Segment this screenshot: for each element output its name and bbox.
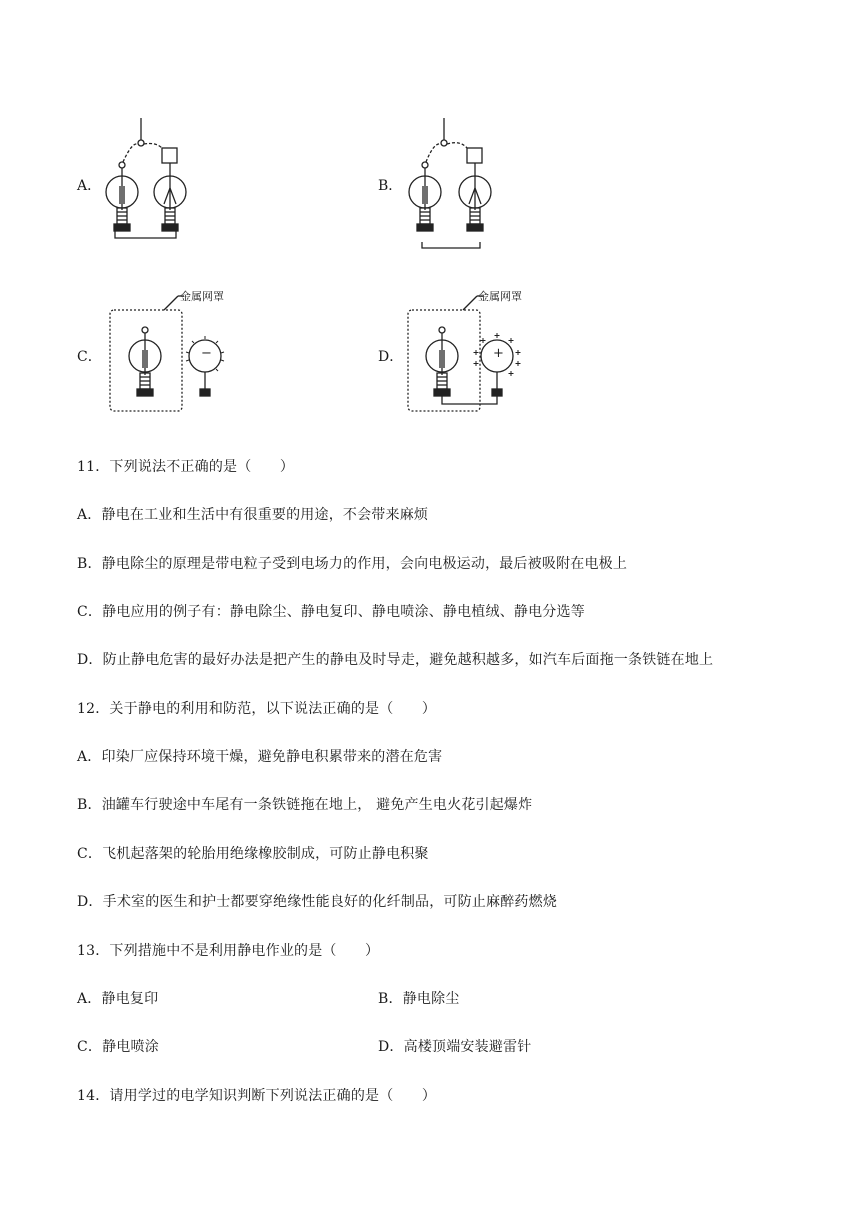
question-12-option-c: C．飞机起落架的轮胎用绝缘橡胶制成，可防止静电积聚 <box>77 846 429 862</box>
figure-option-d-label: D． <box>378 349 404 365</box>
question-12-option-d: D．手术室的医生和护士都要穿绝缘性能良好的化纤制品，可防止麻醉药燃烧 <box>77 894 558 910</box>
figure-d-mesh-label: 金属网罩 <box>478 290 522 303</box>
question-11-option-d: D．防止静电危害的最好办法是把产生的静电及时导走，避免越积越多，如汽车后面拖一条铁链在地上 <box>77 652 714 668</box>
question-11-option-b: B．静电除尘的原理是带电粒子受到电场力的作用，会向电极运动，最后被吸附在电极上 <box>77 556 628 572</box>
question-11-option-c: C．静电应用的例子有：静电除尘、静电复印、静电喷涂、静电植绒、静电分选等 <box>77 604 585 620</box>
question-13-option-b: B．静电除尘 <box>378 991 460 1007</box>
figure-d-metal-mesh <box>405 290 555 420</box>
figure-c-mesh-label: 金属网罩 <box>180 290 224 303</box>
question-12-option-b: B．油罐车行驶途中车尾有一条铁链拖在地上， 避免产生电火花引起爆炸 <box>77 797 533 813</box>
question-11-option-a: A．静电在工业和生活中有很重要的用途，不会带来麻烦 <box>77 507 429 523</box>
question-14-stem: 14．请用学过的电学知识判断下列说法正确的是（ ） <box>77 1088 437 1104</box>
question-13-option-d: D．高楼顶端安装避雷针 <box>378 1039 532 1055</box>
question-13-stem: 13．下列措施中不是利用静电作业的是（ ） <box>77 943 380 959</box>
question-12-option-a: A．印染厂应保持环境干燥，避免静电积累带来的潜在危害 <box>77 749 443 765</box>
question-11-stem: 11．下列说法不正确的是（ ） <box>77 459 295 475</box>
figure-a-electroscopes <box>100 112 220 252</box>
question-13-option-c: C．静电喷涂 <box>77 1039 159 1055</box>
figure-option-a-label: A． <box>77 178 102 194</box>
figure-b-electroscopes <box>402 112 522 262</box>
question-12-stem: 12．关于静电的利用和防范，以下说法正确的是（ ） <box>77 701 437 717</box>
figure-option-c-label: C． <box>77 349 102 365</box>
figure-c-charge-sign: − <box>201 346 212 361</box>
figure-c-metal-mesh <box>104 290 254 420</box>
figure-d-charge-sign: + <box>493 346 504 361</box>
figure-option-b-label: B． <box>378 178 403 194</box>
question-13-option-a: A．静电复印 <box>77 991 159 1007</box>
